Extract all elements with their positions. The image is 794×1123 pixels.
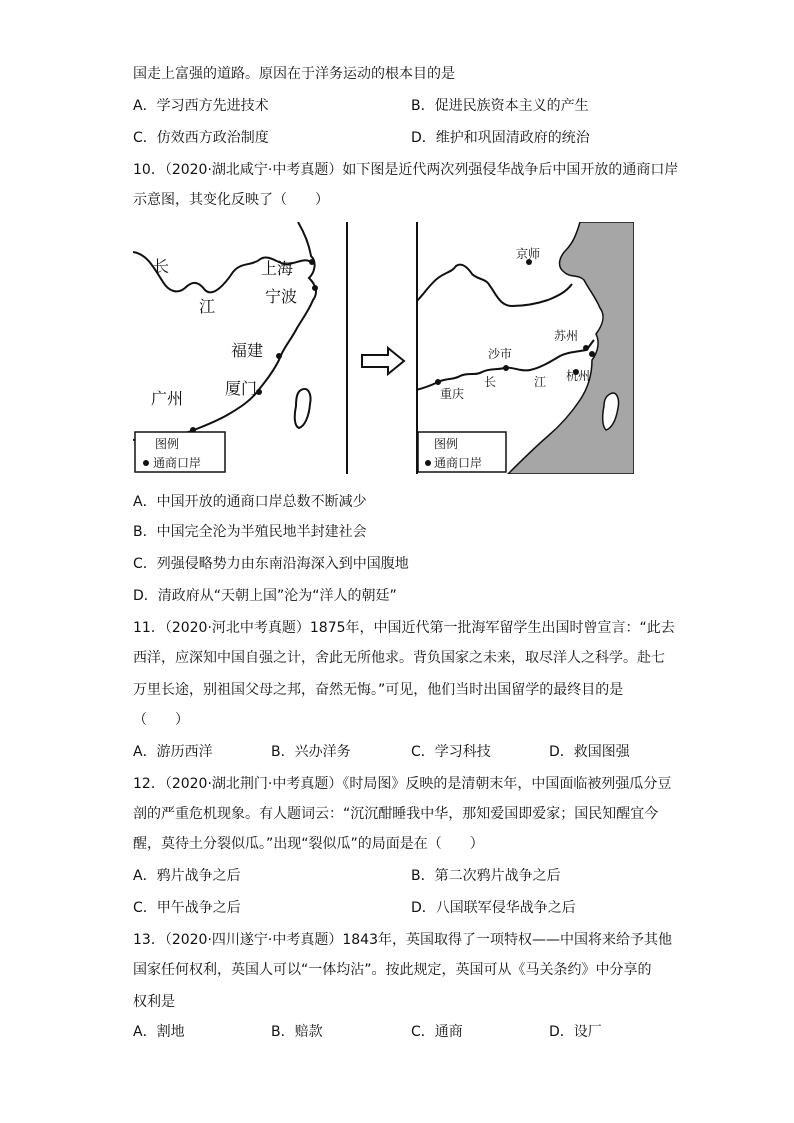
legend-dot [143, 460, 149, 466]
q11-stem-line1: 11．（2020·河北中考真题）1875年，中国近代第一批海军留学生出国时曾宣言：“此去 [133, 620, 675, 636]
q11-option-d: D．救国图强 [549, 744, 630, 760]
q13-stem-line3: 权利是 [133, 994, 175, 1010]
q13-stem-line1: 13．（2020·四川遂宁·中考真题）1843年，英国取得了一项特权——中国将来给予其他 [133, 932, 672, 948]
q13-stem-line2: 国家任何权利，英国人可以“一体均沾”。按此规定，英国可从《马关条约》中分享的 [133, 962, 652, 978]
port-dot-ningbo [312, 285, 318, 291]
label-jiang-right: 江 [534, 375, 547, 389]
q9-stem-tail: 国走上富强的道路。原因在于洋务运动的根本目的是 [133, 66, 455, 82]
q12-stem-line3: 醒，莫待土分裂似瓜。”出现“裂似瓜”的局面是在（ ） [133, 836, 484, 852]
q12-stem-line2: 剖的严重危机现象。有人题词云：“沉沉酣睡我中华，那知爱国即爱家；国民知醒宜今 [133, 806, 659, 822]
q12-stem-line1: 12．（2020·湖北荆门·中考真题）《时局图》反映的是清朝末年，中国面临被列强瓜分豆 [133, 776, 672, 792]
q9-option-c: C．仿效西方政治制度 [133, 130, 269, 146]
port-dot-suzhou [583, 345, 589, 351]
label-xiamen: 厦门 [225, 379, 258, 398]
q12-option-c: C．甲午战争之后 [133, 900, 241, 916]
q9-option-a: A．学习西方先进技术 [133, 98, 269, 114]
label-shashi: 沙市 [488, 347, 513, 361]
map-after [416, 222, 634, 474]
q10-option-a: A．中国开放的通商口岸总数不断减少 [133, 494, 367, 510]
label-chongqing: 重庆 [440, 387, 465, 401]
legend-title-right: 图例 [434, 437, 459, 451]
q11-option-b: B．兴办洋务 [271, 744, 351, 760]
legend-item-right: 通商口岸 [434, 456, 483, 470]
port-dot-fuzhou [276, 353, 282, 359]
legend-dot-right [425, 460, 431, 466]
q12-option-d: D．八国联军侵华战争之后 [411, 900, 576, 916]
label-shanghai: 上海 [261, 259, 294, 278]
q11-option-a: A．游历西洋 [133, 744, 213, 760]
legend-title: 图例 [155, 437, 180, 451]
q12-option-b: B．第二次鸦片战争之后 [411, 868, 561, 884]
q9-option-d: D．维护和巩固清政府的统治 [411, 130, 590, 146]
q12-option-a: A．鸦片战争之后 [133, 868, 241, 884]
q10-stem-line2: 示意图，其变化反映了（ ） [133, 192, 329, 208]
port-dot-chongqing [435, 379, 441, 385]
q10-option-b: B．中国完全沦为半殖民地半封建社会 [133, 524, 367, 540]
label-chang-right: 长 [484, 375, 497, 389]
q11-stem-line2: 西洋，应深知中国自强之计，舍此无所他求。背负国家之未来，取尽洋人之科学。赴七 [133, 650, 665, 666]
arrow-right-icon [360, 346, 406, 376]
q10-option-d: D．清政府从“天朝上国”沦为“洋人的朝廷” [133, 588, 397, 604]
label-chang: 长 [153, 257, 170, 276]
label-ningbo: 宁波 [265, 287, 298, 306]
label-suzhou: 苏州 [554, 329, 579, 343]
q11-stem-line3: 万里长途，别祖国父母之邦，奋然无悔。”可见，他们当时出国留学的最终目的是 [133, 682, 624, 698]
q10-option-c: C．列强侵略势力由东南沿海深入到中国腹地 [133, 556, 409, 572]
label-fujian: 福建 [231, 341, 264, 360]
label-guangzhou: 广州 [151, 389, 184, 408]
q13-option-b: B．赔款 [271, 1024, 323, 1040]
label-jiang: 江 [199, 297, 216, 316]
q9-option-b: B．促进民族资本主义的产生 [411, 98, 589, 114]
port-dot-shanghai [309, 259, 315, 265]
label-jingshi: 京师 [516, 247, 541, 261]
q13-option-c: C．通商 [411, 1024, 463, 1040]
q13-option-d: D．设厂 [549, 1024, 602, 1040]
legend-item: 通商口岸 [153, 456, 202, 470]
label-hangzhou: 杭州 [566, 369, 591, 383]
q11-option-c: C．学习科技 [411, 744, 491, 760]
port-dot-shashi [503, 365, 509, 371]
q11-stem-line4: （ ） [133, 712, 189, 728]
map-before [133, 222, 349, 474]
q13-option-a: A．割地 [133, 1024, 185, 1040]
q10-stem-line1: 10．（2020·湖北咸宁·中考真题）如下图是近代两次列强侵华战争后中国开放的通商口岸 [133, 162, 679, 178]
port-dot-shanghai-right [589, 351, 595, 357]
